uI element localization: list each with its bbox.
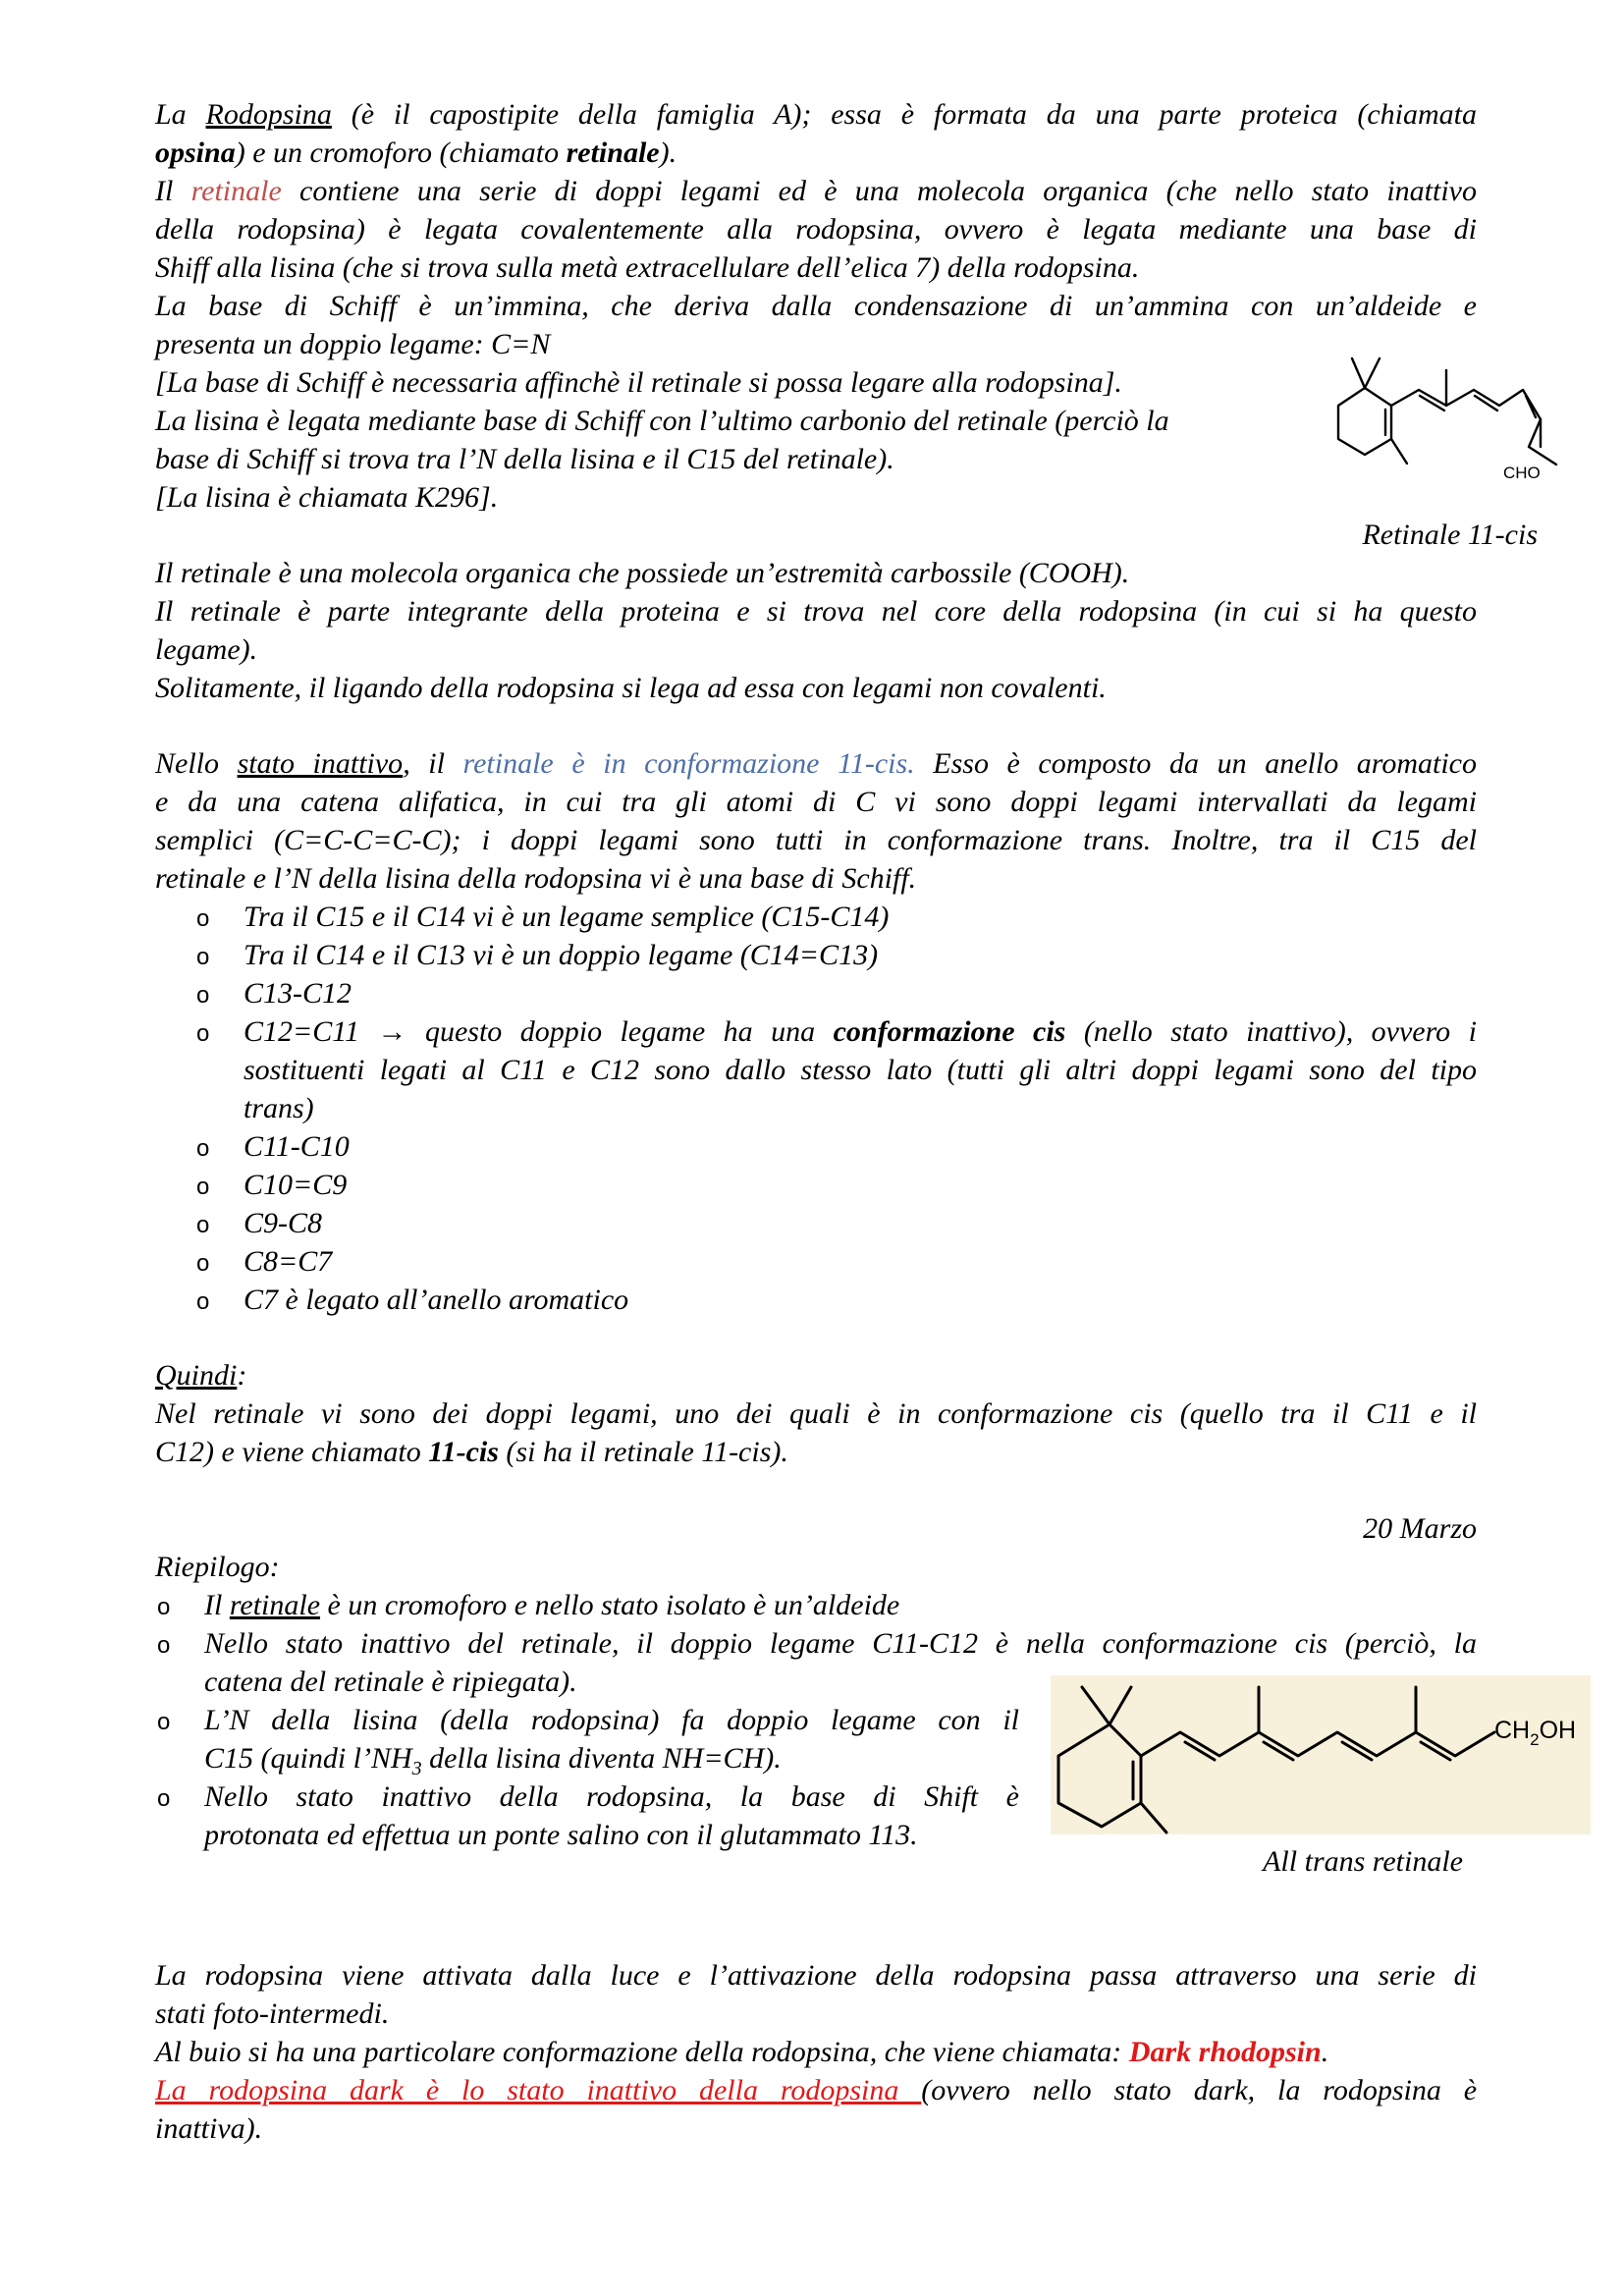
text-line: La Rodopsina (è il capostipite della famiglia A); essa è formata da una parte proteica (chiamata (155, 98, 1477, 131)
text-line: [La lisina è chiamata K296]. (155, 481, 499, 514)
text-line: Il retinale è una molecola organica che possiede un’estremità carbossile (COOH). (155, 557, 1130, 589)
bullet-marker: o (196, 1212, 210, 1238)
section-title: Riepilogo: (155, 1551, 280, 1583)
list-item: C11-C10 (244, 1130, 350, 1163)
text-line: presenta un doppio legame: C=N (155, 328, 551, 360)
bullet-marker: o (157, 1632, 171, 1659)
list-item-continuation: catena del retinale è ripiegata). (204, 1666, 577, 1698)
text-line: La rodopsina viene attivata dalla luce e l’attivazione della rodopsina passa attraverso una serie di (155, 1959, 1477, 1992)
list-item: L’N della lisina (della rodopsina) fa doppio legame con il (204, 1704, 1019, 1736)
bullet-marker: o (157, 1709, 171, 1735)
all-trans-retinal-structure (1051, 1675, 1591, 1834)
list-item: C9-C8 (244, 1207, 323, 1239)
list-item: Nello stato inattivo del retinale, il doppio legame C11-C12 è nella conformazione cis (perciò, la (204, 1627, 1477, 1660)
retinal-11-cis-structure (1330, 349, 1576, 486)
list-item-continuation: trans) (244, 1092, 314, 1124)
bullet-marker: o (196, 982, 210, 1009)
text-line: La base di Schiff è un’immina, che deriva dalla condensazione di un’ammina con un’aldeide e (155, 290, 1477, 322)
text-line: Solitamente, il ligando della rodopsina si lega ad essa con legami non covalenti. (155, 672, 1107, 704)
figure-caption: Retinale 11-cis (1362, 519, 1538, 551)
list-item: Nello stato inattivo della rodopsina, la base di Shift è (204, 1780, 1019, 1813)
all-trans-retinal-figure (1051, 1675, 1591, 1834)
bullet-marker: o (157, 1785, 171, 1812)
text-line: Nel retinale vi sono dei doppi legami, uno dei quali è in conformazione cis (quello tra il C11 e il (155, 1397, 1477, 1430)
bullet-marker: o (196, 1020, 210, 1047)
text-line: opsina) e un cromoforo (chiamato retinale). (155, 137, 677, 169)
text-line: La lisina è legata mediante base di Schiff con l’ultimo carbonio del retinale (perciò la (155, 405, 1169, 437)
ch2oh-label: $CH_2OH$ (1494, 1717, 1577, 1749)
list-item-continuation: sostituenti legati al C11 e C12 sono dallo stesso lato (tutti gli altri doppi legami sono del tipo (244, 1054, 1477, 1086)
figure-caption: All trans retinale (1263, 1845, 1463, 1878)
text-line: legame). (155, 633, 258, 666)
text-line: [La base di Schiff è necessaria affinchè il retinale si possa legare alla rodopsina]. (155, 366, 1122, 399)
date-label: 20 Marzo (1363, 1512, 1477, 1545)
list-item: Il retinale è un cromoforo e nello stato isolato è un’aldeide (204, 1589, 900, 1621)
list-item: C13-C12 (244, 977, 352, 1010)
text-line: La rodopsina dark è lo stato inattivo della rodopsina (ovvero nello stato dark, la rodopsina è (155, 2074, 1478, 2106)
text-line: C12) e viene chiamato 11-cis (si ha il retinale 11-cis). (155, 1436, 788, 1468)
text-line: Al buio si ha una particolare conformazione della rodopsina, che viene chiamata: Dark rhodopsin. (155, 2036, 1329, 2068)
bullet-marker: o (196, 1135, 210, 1162)
text-line: inattiva). (155, 2112, 263, 2145)
bullet-marker: o (196, 944, 210, 970)
text-line: base di Schiff si trova tra l’N della lisina e il C15 del retinale). (155, 443, 894, 475)
text-line: Quindi: (155, 1359, 247, 1392)
text-line: della rodopsina) è legata covalentemente alla rodopsina, ovvero è legata mediante una base di (155, 213, 1477, 246)
text-line: Nello stato inattivo, il retinale è in conformazione 11-cis. Esso è composto da un anello aromatico (155, 747, 1477, 780)
list-item-continuation: C15 (quindi $l’NH_3$ della lisina diventa NH=CH). (204, 1742, 782, 1779)
bullet-marker: o (196, 905, 210, 932)
list-item: C12=C11 → questo doppio legame ha una conformazione cis (nello stato inattivo), ovvero i (244, 1015, 1477, 1048)
bullet-marker: o (196, 1250, 210, 1277)
list-item: C7 è legato all’anello aromatico (244, 1284, 629, 1316)
list-item: Tra il C15 e il C14 vi è un legame semplice (C15-C14) (244, 901, 890, 933)
text-line: stati foto-intermedi. (155, 1997, 390, 2030)
list-item: Tra il C14 e il C13 vi è un doppio legame (C14=C13) (244, 939, 879, 971)
list-item: C8=C7 (244, 1245, 333, 1278)
list-item: C10=C9 (244, 1169, 348, 1201)
arrow-icon: → (377, 1015, 407, 1048)
text-line: Shiff alla lisina (che si trova sulla metà extracellulare dell’elica 7) della rodopsina. (155, 251, 1140, 284)
list-item-continuation: protonata ed effettua un ponte salino con il glutammato 113. (204, 1819, 918, 1851)
bullet-marker: o (196, 1174, 210, 1200)
bullet-marker: o (196, 1288, 210, 1315)
text-line: retinale e l’N della lisina della rodopsina vi è una base di Schiff. (155, 862, 917, 895)
cho-label: CHO (1503, 464, 1541, 482)
text-line: Il retinale è parte integrante della proteina e si trova nel core della rodopsina (in cui si ha questo (155, 595, 1477, 628)
text-line: Il retinale contiene una serie di doppi legami ed è una molecola organica (che nello stato inattivo (155, 175, 1477, 207)
text-line: semplici (C=C-C=C-C); i doppi legami sono tutti in conformazione trans. Inoltre, tra il C15 del (155, 824, 1477, 856)
text-line: e da una catena alifatica, in cui tra gli atomi di C vi sono doppi legami intervallati da legami (155, 786, 1477, 818)
bullet-marker: o (157, 1594, 171, 1620)
